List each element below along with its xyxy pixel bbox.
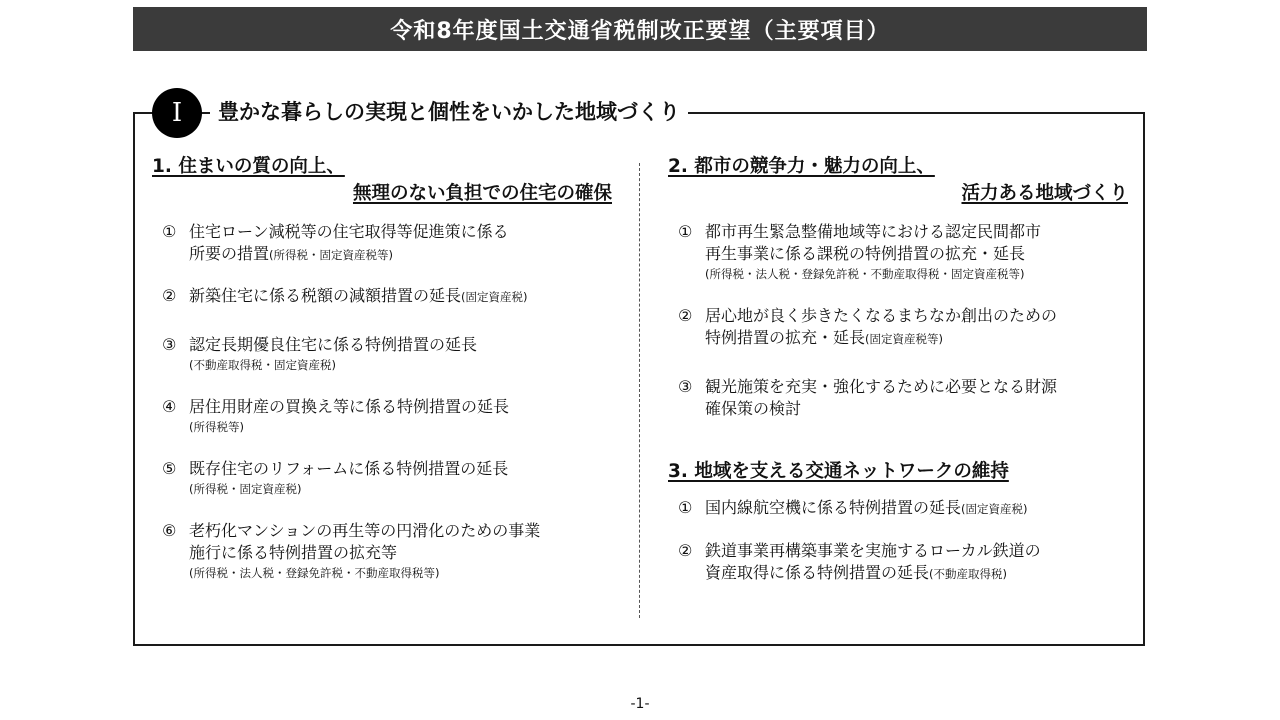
transport-heading: [668, 458, 1138, 485]
cities-column: [668, 153, 1138, 585]
item-text: 居住用財産の買換え等に係る特例措置の延長: [189, 397, 510, 416]
item-number: ②: [162, 286, 177, 305]
list-item: [152, 285, 622, 308]
item-number: ⑥: [162, 521, 177, 540]
item-text: 住宅ローン減税等の住宅取得等促進策に係る: [189, 222, 509, 241]
document-title: 令和8年度国土交通省税制改正要望（主要項目）: [133, 7, 1147, 51]
item-text: 観光施策を充実・強化するために必要となる財源: [705, 377, 1058, 396]
transport-items: [668, 497, 1138, 585]
item-text: 再生事業に係る課税の特例措置の拡充・延長: [705, 244, 1026, 263]
item-text: 施行に係る特例措置の拡充等: [189, 543, 398, 562]
item-tax-note: (所得税・固定資産税等): [269, 248, 393, 262]
housing-heading-line2: 無理のない負担での住宅の確保: [352, 183, 612, 204]
housing-heading: [152, 153, 622, 207]
list-item: [668, 305, 1138, 350]
list-item: [668, 221, 1138, 283]
item-text: 新築住宅に係る税額の減額措置の延長: [189, 286, 462, 305]
transport-heading-text: 3. 地域を支える交通ネットワークの維持: [668, 461, 1009, 482]
item-tax-note: (不動産取得税): [929, 567, 1007, 581]
item-text: 老朽化マンションの再生等の円滑化のための事業: [189, 521, 541, 540]
cities-heading-line2: 活力ある地域づくり: [961, 183, 1128, 204]
item-text: 既存住宅のリフォームに係る特例措置の延長: [189, 459, 509, 478]
item-number: ③: [678, 377, 693, 396]
item-tax-note: (固定資産税): [961, 502, 1028, 516]
section-number-badge: Ⅰ: [152, 88, 202, 138]
item-tax-note: (不動産取得税・固定資産税): [189, 358, 336, 372]
list-item: [668, 540, 1138, 585]
list-item: [152, 458, 622, 498]
cities-items: [668, 221, 1138, 420]
item-text: 居心地が良く歩きたくなるまちなか創出のための: [705, 306, 1058, 325]
item-number: ②: [678, 541, 693, 560]
item-number: ③: [162, 335, 177, 354]
item-number: ②: [678, 306, 693, 325]
item-text: 鉄道事業再構築事業を実施するローカル鉄道の: [705, 541, 1041, 560]
column-divider: [639, 163, 640, 618]
item-tax-note: (所得税等): [189, 420, 244, 434]
cities-heading: [668, 153, 1138, 207]
item-tax-note: (固定資産税): [461, 290, 528, 304]
housing-column: [152, 153, 622, 582]
item-tax-note: (所得税・法人税・登録免許税・不動産取得税・固定資産税等): [705, 267, 1025, 281]
item-tax-note: (所得税・法人税・登録免許税・不動産取得税等): [189, 566, 440, 580]
page-number: -1-: [630, 696, 650, 712]
item-number: ④: [162, 397, 177, 416]
section-heading: 豊かな暮らしの実現と個性をいかした地域づくり: [210, 96, 688, 128]
list-item: [152, 221, 622, 266]
item-number: ①: [678, 222, 693, 241]
item-text: 特例措置の拡充・延長: [705, 328, 866, 347]
item-text: 都市再生緊急整備地域等における認定民間都市: [705, 222, 1042, 241]
item-number: ①: [678, 498, 693, 517]
list-item: [668, 376, 1138, 420]
housing-heading-line1: 1. 住まいの質の向上、: [152, 156, 345, 177]
item-text: 国内線航空機に係る特例措置の延長: [705, 498, 962, 517]
list-item: [152, 396, 622, 436]
item-text: 所要の措置: [189, 244, 270, 263]
item-text: 認定長期優良住宅に係る特例措置の延長: [189, 335, 478, 354]
item-tax-note: (所得税・固定資産税): [189, 482, 302, 496]
list-item: [668, 497, 1138, 520]
item-number: ①: [162, 222, 177, 241]
cities-heading-line1: 2. 都市の競争力・魅力の向上、: [668, 156, 935, 177]
list-item: [152, 334, 622, 374]
item-text: 確保策の検討: [705, 399, 802, 418]
item-tax-note: (固定資産税等): [865, 332, 943, 346]
item-text: 資産取得に係る特例措置の延長: [705, 563, 930, 582]
housing-items: [152, 221, 622, 582]
item-number: ⑤: [162, 459, 177, 478]
list-item: [152, 520, 622, 582]
